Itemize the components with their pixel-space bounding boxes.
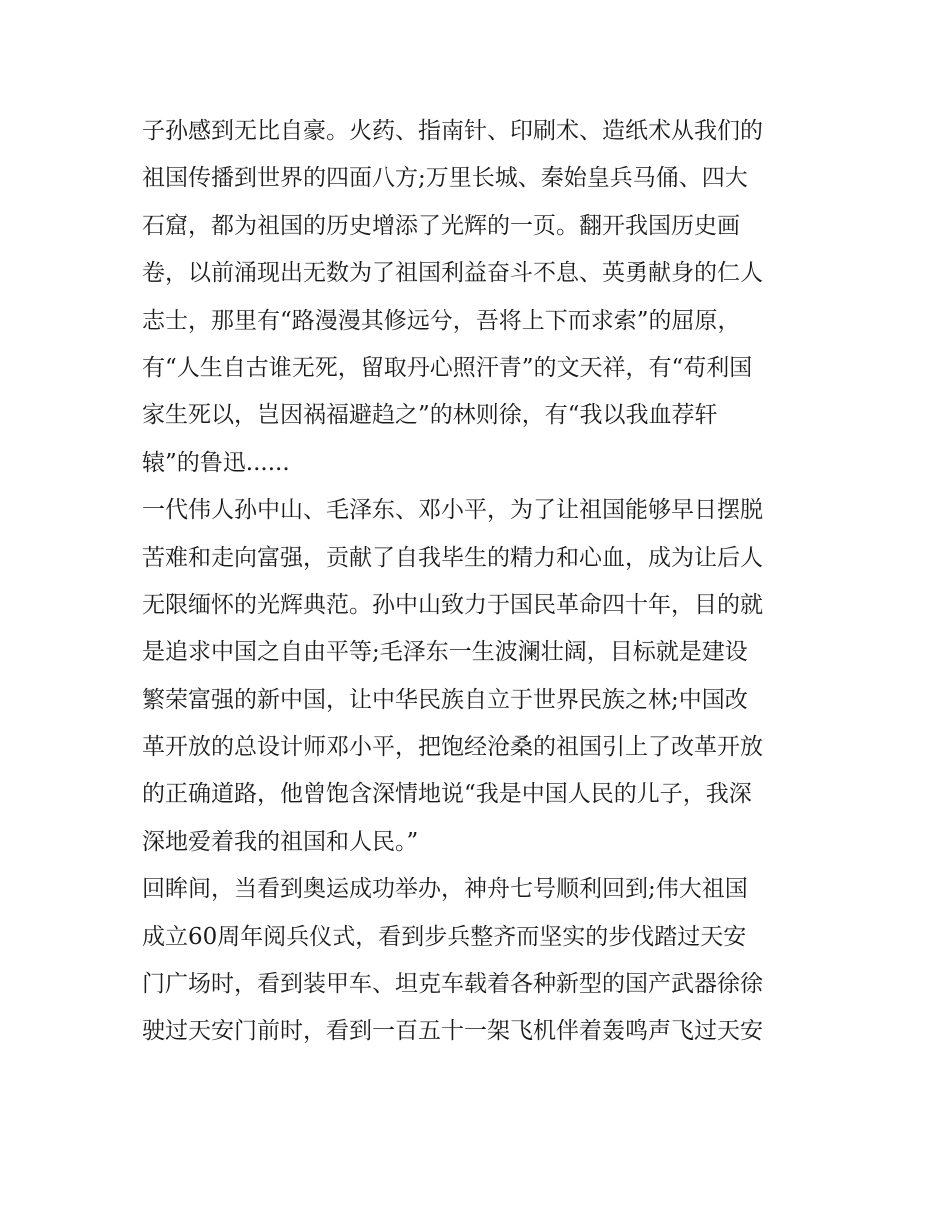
text-line: 有“人生自古谁无死，留取丹心照汗青”的文天祥，有“苟利国 <box>142 354 753 381</box>
text-line: 革开放的总设计师邓小平，把饱经沧桑的祖国引上了改革开放 <box>142 734 763 761</box>
text-line: 门广场时，看到装甲车、坦克车载着各种新型的国产武器徐徐 <box>142 971 763 998</box>
text-line: 一代伟人孙中山、毛泽东、邓小平，为了让祖国能够早日摆脱 <box>142 497 763 524</box>
text-line: 的正确道路，他曾饱含深情地说“我是中国人民的儿子，我深 <box>142 781 752 808</box>
text-line: 辕”的鲁迅...... <box>142 449 290 476</box>
text-line: 驶过天安门前时，看到一百五十一架飞机伴着轰鸣声飞过天安 <box>142 1018 763 1045</box>
text-line: 苦难和走向富强，贡献了自我毕生的精力和心血，成为让后人 <box>142 544 763 571</box>
paragraph-3 <box>142 866 822 1056</box>
paragraph-2 <box>142 487 822 866</box>
text-line: 是追求中国之自由平等;毛泽东一生波澜壮阔，目标就是建设 <box>142 639 748 666</box>
text-line: 志士，那里有“路漫漫其修远兮，吾将上下而求索”的屈原， <box>142 307 741 334</box>
text-line: 石窟，都为祖国的历史增添了光辉的一页。翻开我国历史画 <box>142 212 740 239</box>
text-line: 成立60周年阅兵仪式，看到步兵整齐而坚实的步伐踏过天安 <box>142 923 747 950</box>
text-line: 家生死以，岂因祸福避趋之”的林则徐，有“我以我血荐轩 <box>142 402 718 429</box>
text-line: 深地爱着我的祖国和人民。” <box>142 828 419 855</box>
text-line: 卷，以前涌现出无数为了祖国利益奋斗不息、英勇献身的仁人 <box>142 260 763 287</box>
text-line: 无限缅怀的光辉典范。孙中山致力于国民革命四十年，目的就 <box>142 591 763 618</box>
text-line: 子孙感到无比自豪。火药、指南针、印刷术、造纸术从我们的 <box>142 118 763 144</box>
text-line: 回眸间，当看到奥运成功举办，神舟七号顺利回到;伟大祖国 <box>142 876 748 903</box>
text-line: 繁荣富强的新中国，让中华民族自立于世界民族之林;中国改 <box>142 686 748 713</box>
document-body <box>142 108 822 1056</box>
text-line: 祖国传播到世界的四面八方;万里长城、秦始皇兵马俑、四大 <box>142 165 748 192</box>
paragraph-1 <box>142 108 822 487</box>
